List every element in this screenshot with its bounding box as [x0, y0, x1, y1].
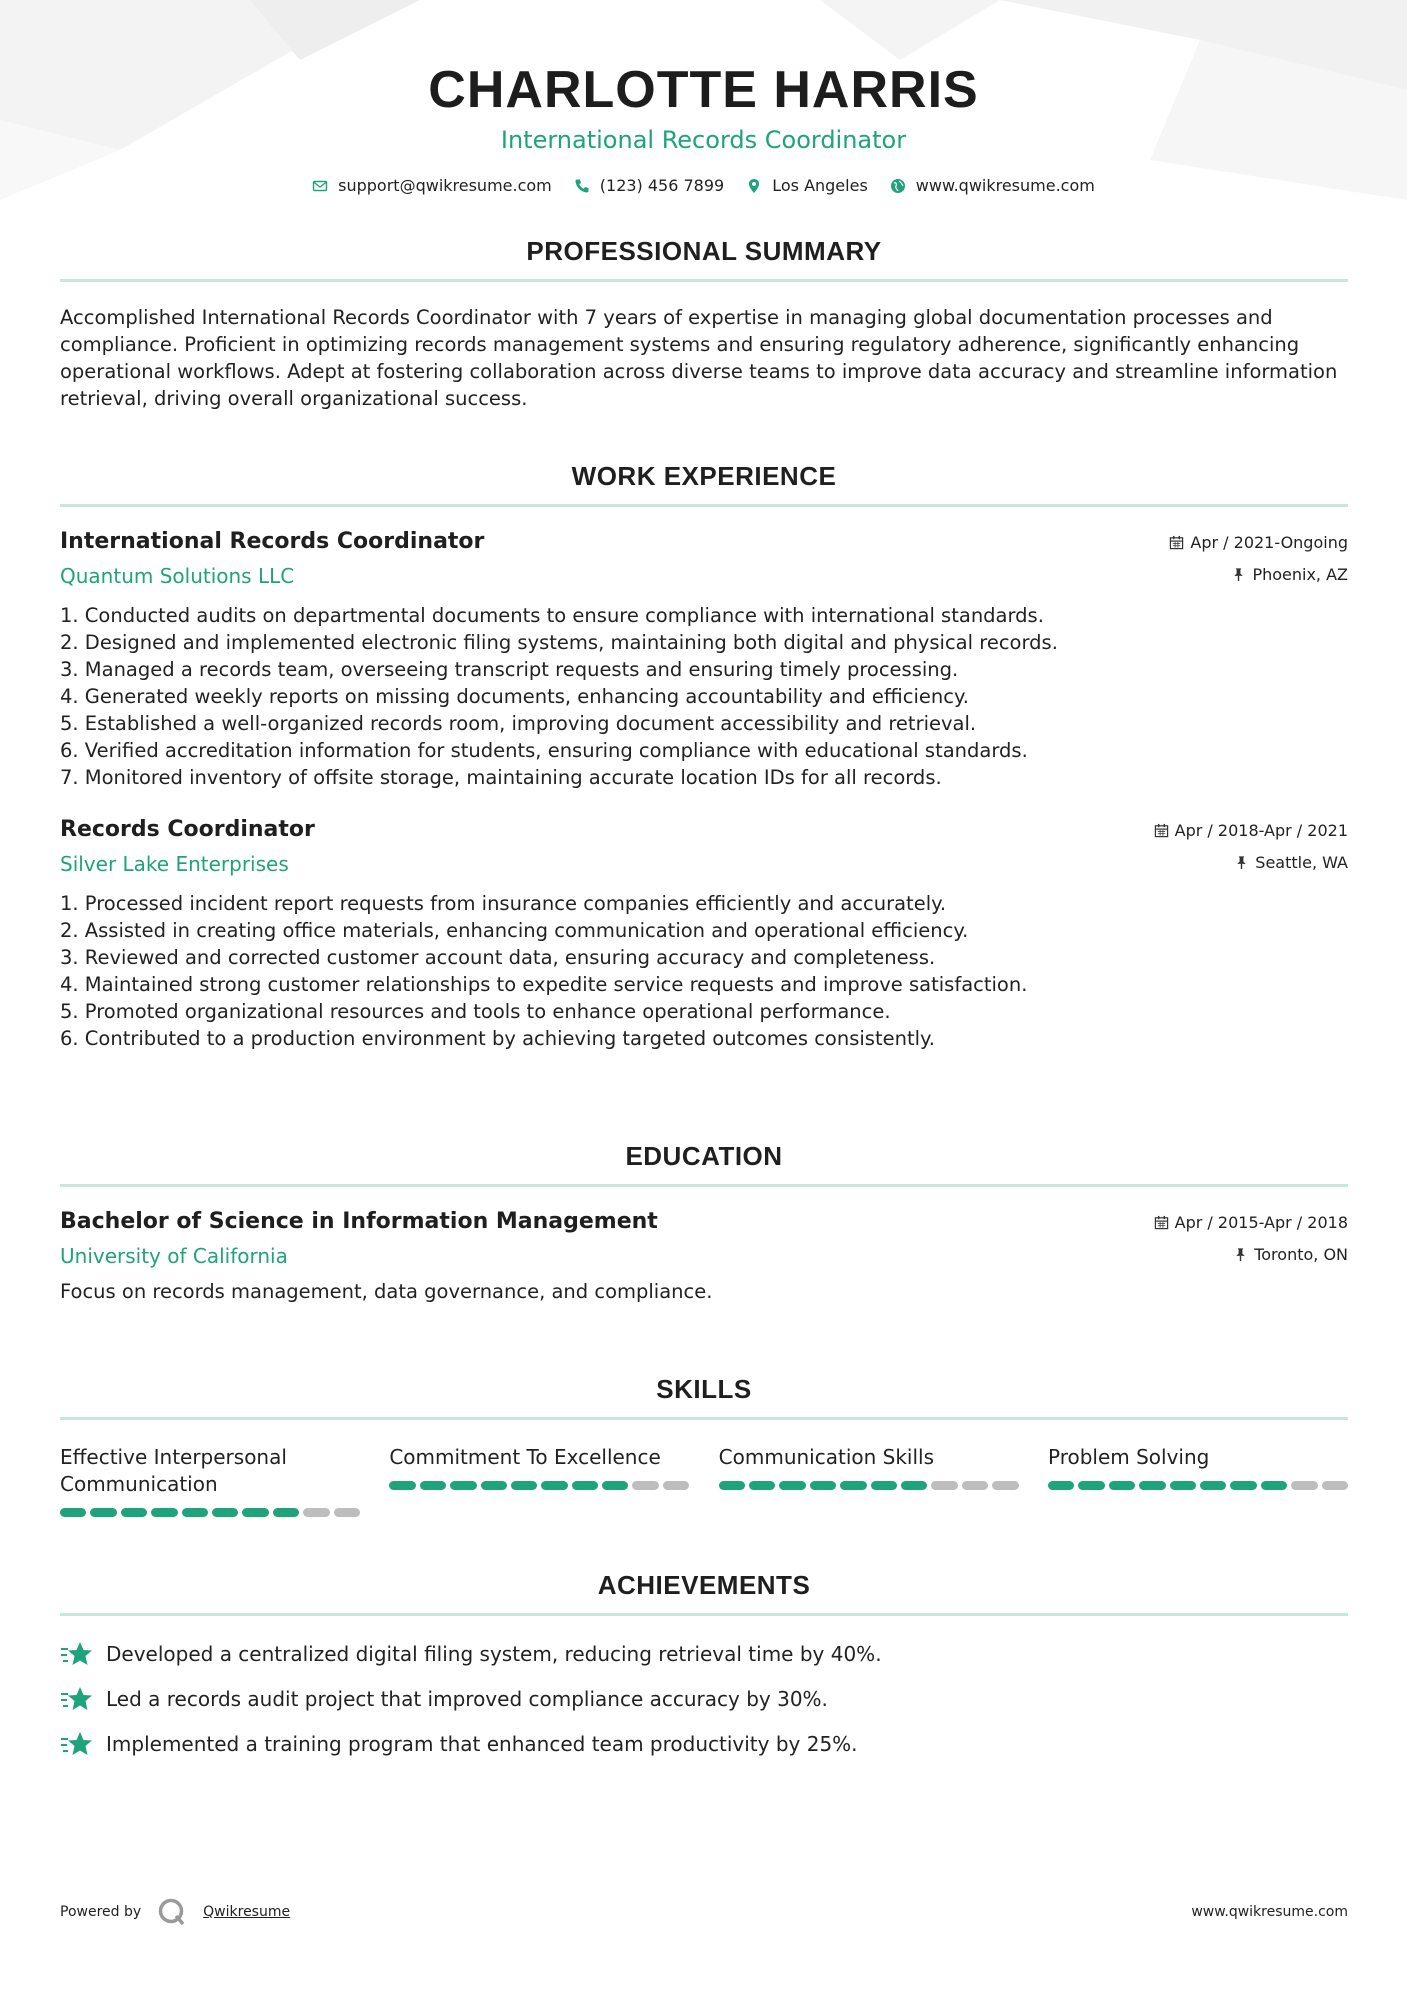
skill-segment-filled — [273, 1508, 299, 1517]
star-icon — [60, 1640, 94, 1668]
duty-item: 3. Reviewed and corrected customer account data, ensuring accuracy and completeness. — [60, 946, 936, 969]
skill-segment-filled — [481, 1481, 507, 1490]
achievements-heading: ACHIEVEMENTS — [60, 1570, 1348, 1616]
powered-by-label: Powered by — [60, 1904, 142, 1920]
skill-name: Commitment To Excellence — [389, 1445, 661, 1469]
skill-segment-filled — [1170, 1481, 1196, 1490]
map-marker-icon — [746, 178, 762, 194]
calendar-icon — [1154, 1215, 1169, 1230]
skill-level-bar — [60, 1508, 360, 1517]
skill-segment-filled — [810, 1481, 836, 1490]
phone-icon — [574, 178, 590, 194]
duty-item: 2. Designed and implemented electronic filing systems, maintaining both digital and physical records. — [60, 631, 1058, 654]
contact-email[interactable] — [312, 176, 552, 195]
education-location: Toronto, ON — [1254, 1244, 1348, 1264]
contact-location — [746, 176, 868, 195]
skill-segment-filled — [1048, 1481, 1074, 1490]
pin-icon — [1233, 1247, 1248, 1262]
job-company: Quantum Solutions LLC — [60, 564, 295, 588]
job-duties — [60, 602, 1348, 791]
skill-segment-filled — [840, 1481, 866, 1490]
education-section — [60, 1141, 1348, 1303]
job-dates: Apr / 2018-Apr / 2021 — [1174, 820, 1348, 840]
achievement-text: Led a records audit project that improved compliance accuracy by 30%. — [106, 1687, 828, 1711]
envelope-icon — [312, 178, 328, 194]
contact-email-text: support@qwikresume.com — [338, 176, 552, 195]
summary-heading: PROFESSIONAL SUMMARY — [60, 236, 1348, 282]
skill-level-bar — [1048, 1481, 1348, 1490]
job-company: Silver Lake Enterprises — [60, 852, 289, 876]
duty-item: 6. Contributed to a production environment by achieving targeted outcomes consistently. — [60, 1027, 935, 1050]
skill-segment-empty — [1291, 1481, 1317, 1490]
duty-item: 5. Promoted organizational resources and tools to enhance operational performance. — [60, 1000, 891, 1023]
education-description: Focus on records management, data governance, and compliance. — [60, 1280, 713, 1303]
star-icon — [60, 1730, 94, 1758]
skill-segment-filled — [901, 1481, 927, 1490]
job-location: Seattle, WA — [1255, 852, 1348, 872]
skill-segment-filled — [1078, 1481, 1104, 1490]
achievement-item — [60, 1730, 1348, 1758]
skill-segment-filled — [121, 1508, 147, 1517]
skill-segment-filled — [212, 1508, 238, 1517]
job-duties — [60, 890, 1348, 1052]
skill-name: Communication Skills — [718, 1445, 935, 1469]
skill-segment-empty — [663, 1481, 689, 1490]
job-dates: Apr / 2021-Ongoing — [1190, 532, 1348, 552]
skill-segment-filled — [511, 1481, 537, 1490]
contact-phone-text: (123) 456 7899 — [599, 176, 725, 195]
duty-item: 5. Established a well-organized records room, improving document accessibility and retrieval. — [60, 712, 977, 735]
skill-segment-empty — [962, 1481, 988, 1490]
skill-segment-filled — [182, 1508, 208, 1517]
resume-header — [0, 0, 1407, 195]
skill-segment-filled — [1109, 1481, 1135, 1490]
school-name: University of California — [60, 1244, 288, 1268]
duty-item: 1. Processed incident report requests from insurance companies efficiently and accurately. — [60, 892, 947, 915]
contact-phone[interactable] — [574, 176, 724, 195]
achievement-text: Implemented a training program that enhanced team productivity by 25%. — [106, 1732, 858, 1756]
skill-item — [1048, 1444, 1348, 1517]
skills-list — [60, 1444, 1348, 1517]
degree-title: Bachelor of Science in Information Management — [60, 1209, 658, 1234]
contact-website-text: www.qwikresume.com — [915, 176, 1095, 195]
skill-segment-filled — [749, 1481, 775, 1490]
achievements-list — [60, 1640, 1348, 1758]
skill-segment-filled — [1261, 1481, 1287, 1490]
calendar-icon — [1169, 535, 1184, 550]
skill-segment-filled — [1230, 1481, 1256, 1490]
candidate-title: International Records Coordinator — [500, 126, 907, 154]
skill-segment-filled — [60, 1508, 86, 1517]
education-dates: Apr / 2015-Apr / 2018 — [1174, 1212, 1348, 1232]
achievement-item — [60, 1640, 1348, 1668]
skills-section — [60, 1374, 1348, 1517]
education-heading: EDUCATION — [60, 1141, 1348, 1187]
job-title: International Records Coordinator — [60, 529, 485, 554]
experience-heading: WORK EXPERIENCE — [60, 461, 1348, 507]
duty-item: 4. Maintained strong customer relationships to expedite service requests and improve satisfaction. — [60, 973, 1028, 996]
duty-item: 6. Verified accreditation information for students, ensuring compliance with educational standards. — [60, 739, 1028, 762]
job-location: Phoenix, AZ — [1252, 564, 1348, 584]
skill-segment-empty — [632, 1481, 658, 1490]
candidate-name: CHARLOTTE HARRIS — [428, 61, 979, 119]
achievements-section — [60, 1570, 1348, 1758]
education-entry — [60, 1209, 1348, 1303]
job-title: Records Coordinator — [60, 817, 315, 842]
duty-item: 7. Monitored inventory of offsite storage, maintaining accurate location IDs for all records. — [60, 766, 942, 789]
skill-segment-empty — [931, 1481, 957, 1490]
skill-item — [60, 1444, 360, 1517]
powered-by — [60, 1897, 290, 1927]
skill-segment-filled — [420, 1481, 446, 1490]
star-icon — [60, 1685, 94, 1713]
skill-segment-empty — [992, 1481, 1018, 1490]
skill-level-bar — [389, 1481, 689, 1490]
skill-segment-filled — [602, 1481, 628, 1490]
pin-icon — [1234, 855, 1249, 870]
qwikresume-link[interactable]: Qwikresume — [203, 1904, 291, 1920]
pin-icon — [1231, 567, 1246, 582]
skill-segment-empty — [1322, 1481, 1348, 1490]
job-entry — [60, 817, 1348, 1052]
skill-segment-filled — [719, 1481, 745, 1490]
skill-segment-filled — [1139, 1481, 1165, 1490]
skill-name: Problem Solving — [1047, 1445, 1210, 1469]
skill-item — [389, 1444, 689, 1517]
globe-icon — [890, 178, 906, 194]
experience-section — [60, 461, 1348, 1052]
skills-heading: SKILLS — [60, 1374, 1348, 1420]
skill-segment-filled — [779, 1481, 805, 1490]
duty-item: 3. Managed a records team, overseeing transcript requests and ensuring timely processing. — [60, 658, 959, 681]
job-entry — [60, 529, 1348, 791]
skill-segment-filled — [572, 1481, 598, 1490]
qwikresume-logo-icon — [157, 1897, 187, 1927]
skill-segment-filled — [242, 1508, 268, 1517]
duty-item: 1. Conducted audits on departmental documents to ensure compliance with international standards. — [60, 604, 1044, 627]
skill-segment-filled — [151, 1508, 177, 1517]
skill-segment-filled — [871, 1481, 897, 1490]
skill-segment-filled — [541, 1481, 567, 1490]
contact-location-text: Los Angeles — [772, 176, 868, 195]
footer-website[interactable]: www.qwikresume.com — [1191, 1904, 1348, 1920]
achievement-text: Developed a centralized digital filing system, reducing retrieval time by 40%. — [106, 1642, 882, 1666]
skill-segment-empty — [334, 1508, 360, 1517]
skill-level-bar — [719, 1481, 1019, 1490]
skill-name: Effective Interpersonal Communication — [60, 1445, 287, 1496]
achievement-item — [60, 1685, 1348, 1713]
summary-text: Accomplished International Records Coordinator with 7 years of expertise in managing global documentation processes and compliance. Proficient in optimizing records management systems and ensuring regulatory adherence, significantly enhancing operational workflows. Adept at fostering collaboration across diverse teams to improve data accuracy and streamline information retrieval, driving overall organizational success. — [60, 306, 1338, 410]
summary-section — [60, 236, 1348, 412]
skill-segment-filled — [90, 1508, 116, 1517]
skill-segment-filled — [450, 1481, 476, 1490]
calendar-icon — [1154, 823, 1169, 838]
duty-item: 2. Assisted in creating office materials, enhancing communication and operational efficiency. — [60, 919, 969, 942]
footer — [60, 1897, 1348, 1927]
contact-bar — [0, 176, 1407, 195]
contact-website[interactable] — [890, 176, 1095, 195]
duty-item: 4. Generated weekly reports on missing documents, enhancing accountability and efficiency. — [60, 685, 969, 708]
skill-segment-filled — [1200, 1481, 1226, 1490]
skill-segment-empty — [303, 1508, 329, 1517]
skill-item — [719, 1444, 1019, 1517]
skill-segment-filled — [389, 1481, 415, 1490]
